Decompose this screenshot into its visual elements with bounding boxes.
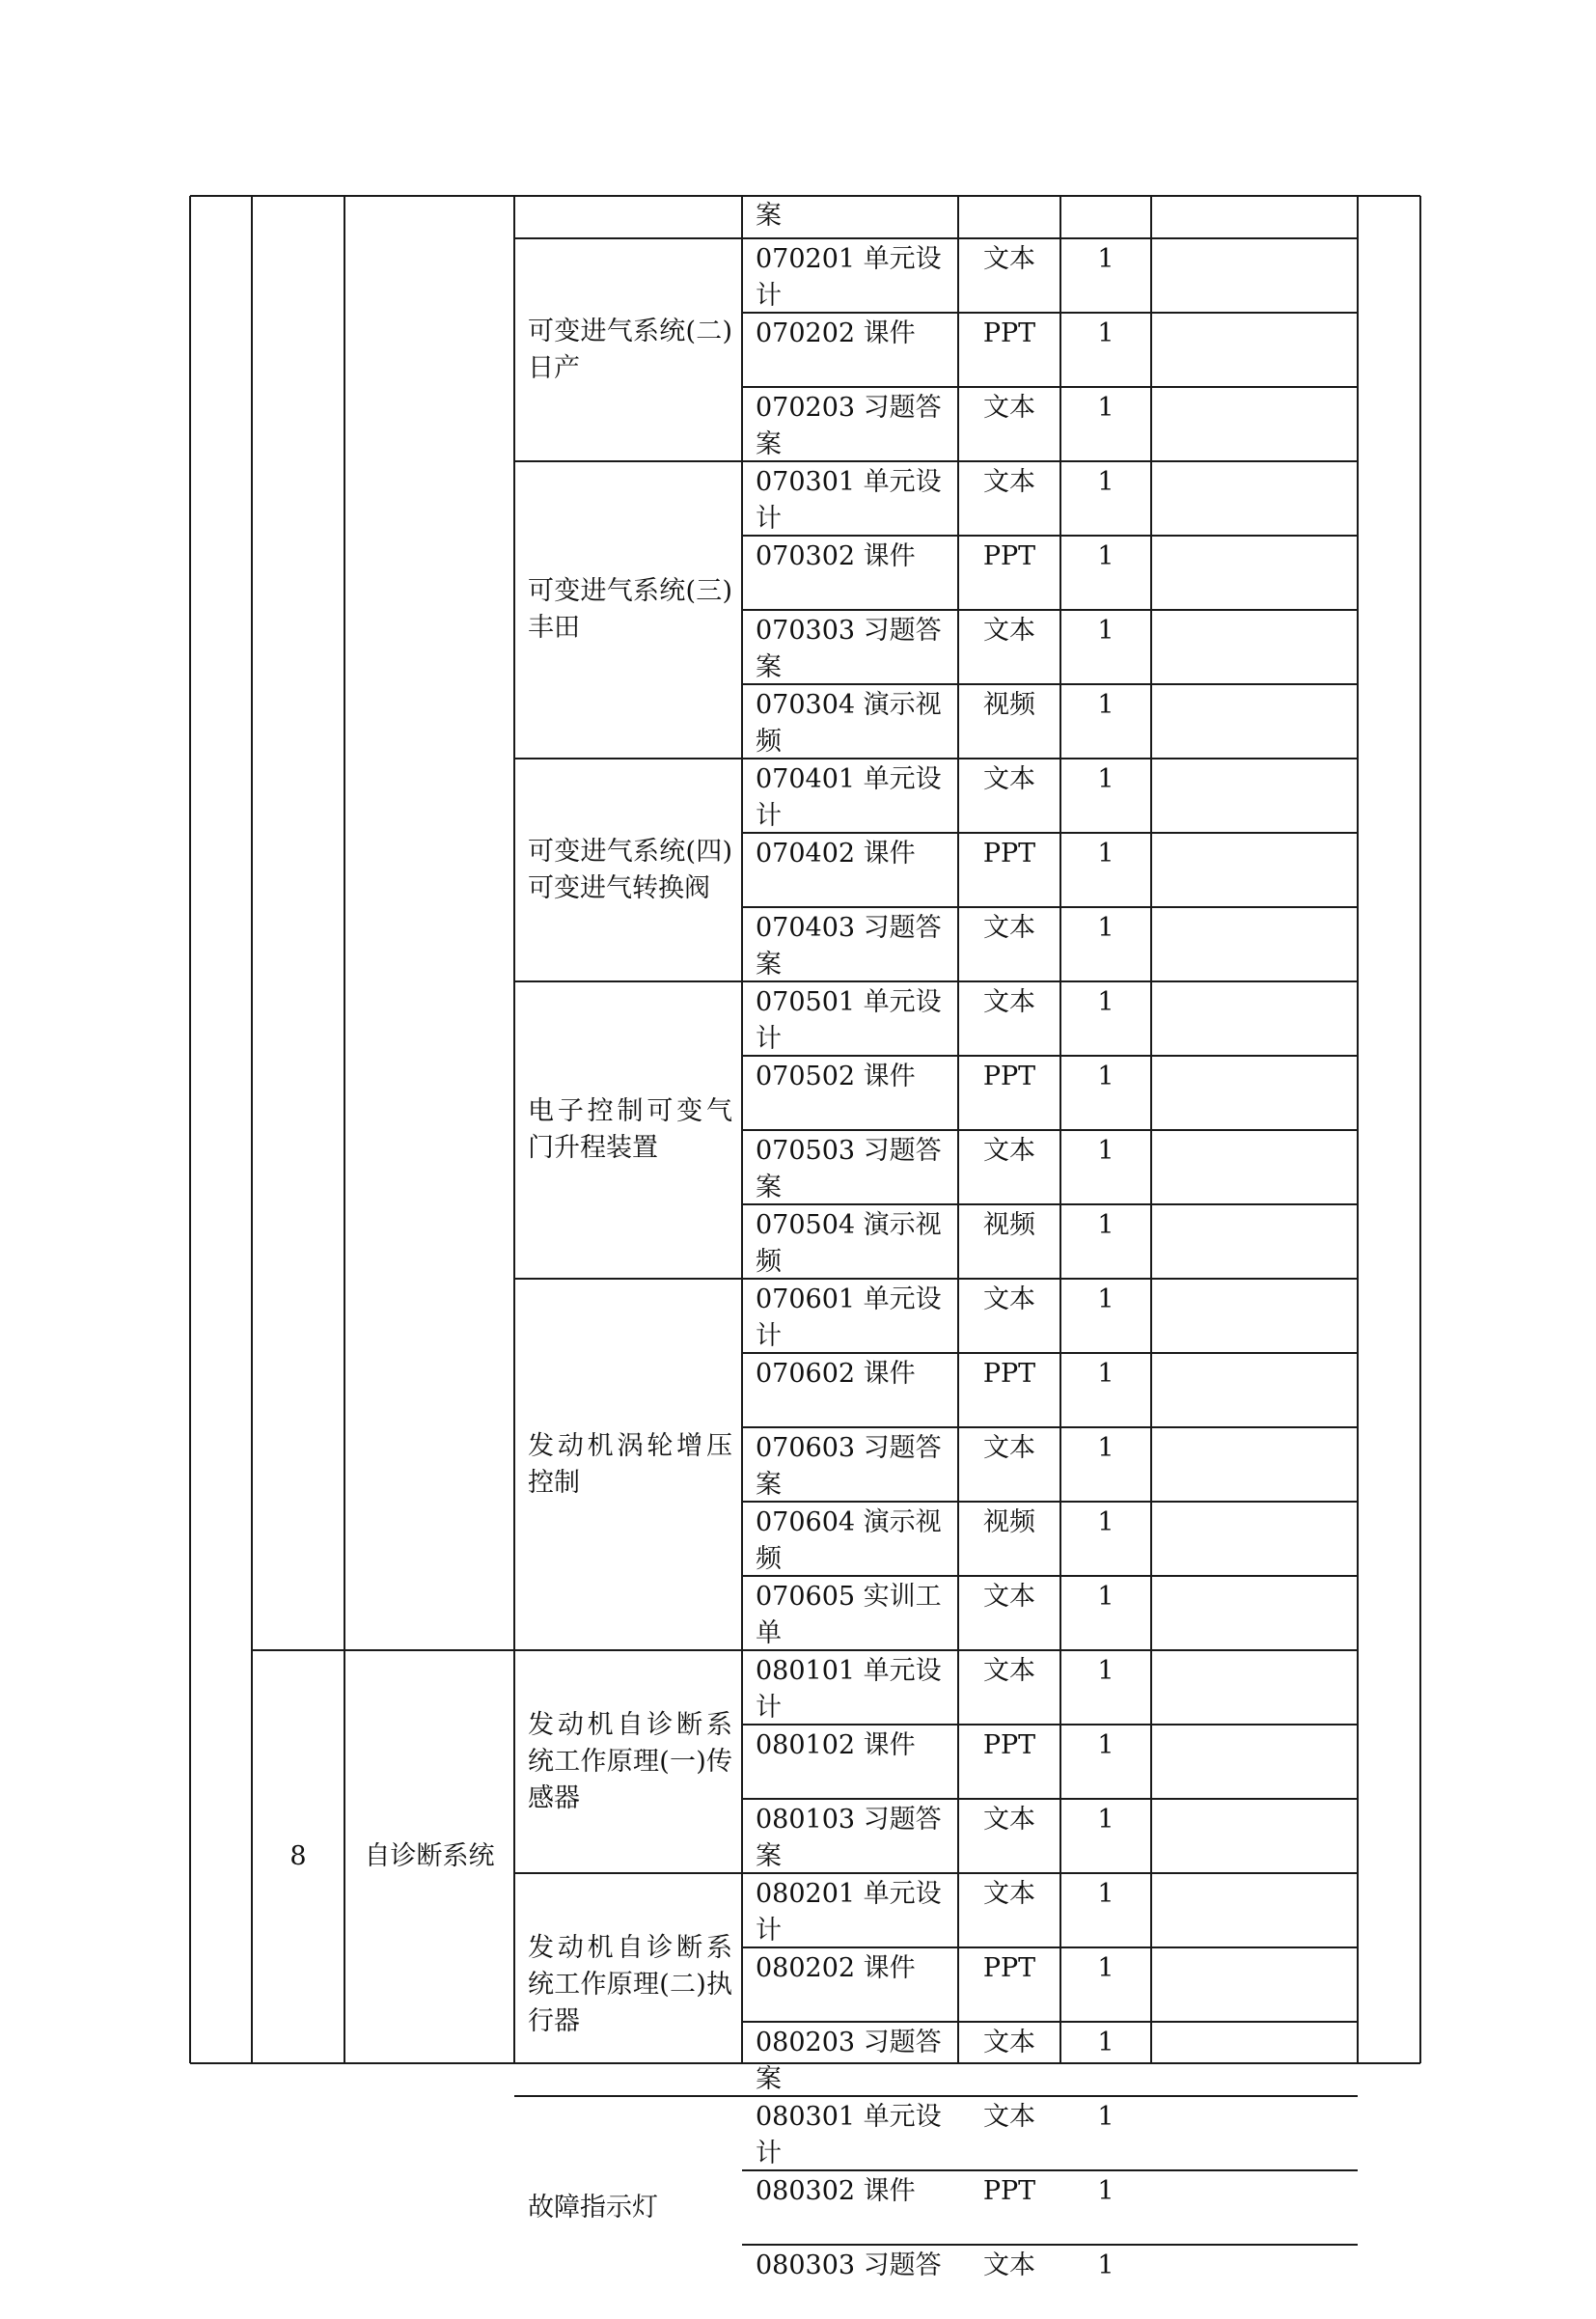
resource-code	[756, 836, 950, 904]
unit-name	[528, 759, 732, 981]
resource-code	[756, 2099, 950, 2167]
section-number-text: 8	[289, 1841, 307, 1871]
resource-type-text: PPT	[982, 2176, 1036, 2206]
resource-count	[1060, 1579, 1151, 1647]
resource-count-text: 1	[1097, 1210, 1114, 1240]
resource-type-text: PPT	[982, 541, 1036, 571]
unit-name-text: 发动机自诊断系统工作原理(二)执行器	[528, 1932, 732, 2036]
resource-count-text: 1	[1097, 2250, 1114, 2280]
resource-count-text: 1	[1097, 764, 1114, 794]
resource-count	[1060, 1207, 1151, 1276]
resource-count-text: 1	[1097, 1507, 1114, 1537]
resource-count	[1060, 613, 1151, 681]
resource-code	[756, 241, 950, 310]
unit-name	[528, 1650, 732, 1873]
resource-count	[1060, 1430, 1151, 1499]
resource-code	[756, 1282, 950, 1350]
resource-count-text: 1	[1097, 690, 1114, 720]
unit-name-text: 可变进气系统(二)日产	[528, 316, 732, 383]
resource-type	[958, 1653, 1060, 1722]
resource-count	[1060, 2099, 1151, 2167]
resource-count	[1060, 1133, 1151, 1201]
resource-code	[756, 1876, 950, 1945]
resource-type-text: 视频	[983, 1507, 1035, 1537]
resource-count	[1060, 2025, 1151, 2093]
resource-count	[1060, 836, 1151, 904]
resource-type-text: 文本	[983, 913, 1035, 943]
resource-code-text: 070602 课件	[756, 1359, 916, 1389]
resource-code	[756, 464, 950, 533]
resource-count	[1060, 1802, 1151, 1870]
resource-type-text: PPT	[982, 318, 1036, 348]
resource-type	[958, 910, 1060, 979]
resource-count-text: 1	[1097, 913, 1114, 943]
resource-type	[958, 761, 1060, 830]
resource-type-text: 文本	[983, 2102, 1035, 2132]
resource-code	[756, 1653, 950, 1722]
resource-type	[958, 1802, 1060, 1870]
resource-type	[958, 1430, 1060, 1499]
resource-count	[1060, 2173, 1151, 2242]
continued-cell-text: 案	[756, 201, 782, 231]
resource-code	[756, 1207, 950, 1276]
resource-count	[1060, 2248, 1151, 2316]
resource-type-text: 文本	[983, 616, 1035, 646]
resource-code	[756, 316, 950, 384]
resource-type	[958, 613, 1060, 681]
resource-count	[1060, 1356, 1151, 1424]
resource-code-text: 080201 单元设计	[756, 1879, 942, 1946]
resource-count-text: 1	[1097, 541, 1114, 571]
resource-type-text: PPT	[982, 1730, 1036, 1760]
resource-type	[958, 464, 1060, 533]
resource-type	[958, 687, 1060, 756]
resource-count-text: 1	[1097, 1433, 1114, 1463]
unit-name	[528, 238, 732, 461]
resource-code-text: 080303 习题答	[756, 2250, 942, 2280]
resource-type-text: 文本	[983, 2250, 1035, 2280]
resource-code-text: 070604 演示视频	[756, 1507, 942, 1574]
resource-type-text: 视频	[983, 690, 1035, 720]
resource-code-text: 070401 单元设计	[756, 764, 942, 831]
resource-code	[756, 1802, 950, 1870]
unit-name-text: 故障指示灯	[528, 2192, 658, 2222]
resource-code-text: 070603 习题答案	[756, 1433, 942, 1500]
section-number	[252, 1650, 344, 2063]
resource-code-text: 070504 演示视频	[756, 1210, 942, 1277]
resource-code-text: 070302 课件	[756, 541, 916, 571]
resource-type-text: PPT	[982, 1062, 1036, 1091]
resource-code-text: 070402 课件	[756, 839, 916, 869]
resource-code-text: 070501 单元设计	[756, 987, 942, 1054]
resource-code	[756, 2248, 950, 2316]
resource-count	[1060, 241, 1151, 310]
resource-code-text: 080102 课件	[756, 1730, 916, 1760]
resource-code-text: 070303 习题答案	[756, 616, 942, 682]
resource-code-text: 070202 课件	[756, 318, 916, 348]
resource-count-text: 1	[1097, 987, 1114, 1017]
continued-cell	[756, 198, 952, 236]
resource-type-text: 文本	[983, 1284, 1035, 1314]
resource-count-text: 1	[1097, 467, 1114, 497]
resource-code-text: 070601 单元设计	[756, 1284, 942, 1351]
resource-code	[756, 1727, 950, 1796]
resource-count	[1060, 687, 1151, 756]
resource-count	[1060, 1950, 1151, 2019]
resource-count	[1060, 1059, 1151, 1127]
resource-type-text: 文本	[983, 1805, 1035, 1835]
resource-count-text: 1	[1097, 2102, 1114, 2132]
resource-type-text: 文本	[983, 1582, 1035, 1612]
resource-count-text: 1	[1097, 393, 1114, 423]
resource-code	[756, 1059, 950, 1127]
resource-code	[756, 1950, 950, 2019]
resource-type-text: PPT	[982, 1359, 1036, 1389]
unit-name-text: 发动机涡轮增压控制	[528, 1430, 732, 1498]
unit-name-text: 可变进气系统(四)可变进气转换阀	[528, 836, 732, 903]
resource-code	[756, 687, 950, 756]
section-title-text: 自诊断系统	[364, 1841, 495, 1871]
unit-name-text: 可变进气系统(三)丰田	[528, 576, 732, 643]
resource-count	[1060, 538, 1151, 607]
resource-type	[958, 241, 1060, 310]
resource-type	[958, 2025, 1060, 2093]
resource-type	[958, 1950, 1060, 2019]
unit-name	[528, 461, 732, 759]
resource-count-text: 1	[1097, 2028, 1114, 2057]
resource-code	[756, 1505, 950, 1573]
resource-code	[756, 1356, 950, 1424]
resource-type	[958, 2248, 1060, 2316]
resource-code	[756, 613, 950, 681]
unit-name	[528, 2096, 732, 2319]
unit-name-text: 电子控制可变气门升程装置	[528, 1096, 732, 1163]
resource-count-text: 1	[1097, 1656, 1114, 1686]
resource-code-text: 080203 习题答案	[756, 2028, 942, 2094]
resource-code-text: 080302 课件	[756, 2176, 916, 2206]
resource-count-text: 1	[1097, 1284, 1114, 1314]
resource-type	[958, 316, 1060, 384]
resource-count-text: 1	[1097, 1136, 1114, 1166]
resource-code	[756, 984, 950, 1053]
resource-type	[958, 1876, 1060, 1945]
resource-type	[958, 1282, 1060, 1350]
resource-count	[1060, 390, 1151, 458]
resource-type	[958, 1207, 1060, 1276]
resource-type	[958, 1505, 1060, 1573]
resource-type-text: 文本	[983, 1136, 1035, 1166]
resource-type	[958, 1356, 1060, 1424]
resource-count	[1060, 1876, 1151, 1945]
section-title	[364, 1650, 495, 2063]
resource-count-text: 1	[1097, 1730, 1114, 1760]
resource-code-text: 080202 课件	[756, 1953, 916, 1983]
resource-code-text: 080103 习题答案	[756, 1805, 942, 1871]
unit-name	[528, 981, 732, 1279]
resource-code-text: 070403 习题答案	[756, 913, 942, 980]
resource-type-text: 文本	[983, 393, 1035, 423]
resource-type-text: 文本	[983, 244, 1035, 274]
resource-count-text: 1	[1097, 1879, 1114, 1909]
resource-code-text: 070201 单元设计	[756, 244, 942, 311]
unit-name	[528, 1279, 732, 1650]
resource-count	[1060, 1727, 1151, 1796]
unit-name-text: 发动机自诊断系统工作原理(一)传感器	[528, 1709, 732, 1813]
resource-count-text: 1	[1097, 244, 1114, 274]
resource-type-text: 文本	[983, 987, 1035, 1017]
resource-code-text: 070502 课件	[756, 1062, 916, 1091]
resource-count-text: 1	[1097, 839, 1114, 869]
unit-name	[528, 1873, 732, 2096]
resource-type-text: 文本	[983, 1879, 1035, 1909]
resource-code	[756, 910, 950, 979]
resource-code	[756, 538, 950, 607]
resource-code-text: 080301 单元设计	[756, 2102, 942, 2168]
resource-count	[1060, 464, 1151, 533]
resource-code-text: 070605 实训工单	[756, 1582, 942, 1648]
resource-count	[1060, 1653, 1151, 1722]
resource-count-text: 1	[1097, 616, 1114, 646]
resource-type-text: PPT	[982, 1953, 1036, 1983]
resource-count-text: 1	[1097, 1953, 1114, 1983]
resource-code-text: 080101 单元设计	[756, 1656, 942, 1723]
resource-code-text: 070203 习题答案	[756, 393, 942, 459]
resource-code	[756, 2173, 950, 2242]
resource-type	[958, 1059, 1060, 1127]
resource-count-text: 1	[1097, 1062, 1114, 1091]
resource-code	[756, 390, 950, 458]
resource-type-text: 文本	[983, 1433, 1035, 1463]
resource-type-text: 文本	[983, 2028, 1035, 2057]
resource-code-text: 070503 习题答案	[756, 1136, 942, 1202]
resource-count-text: 1	[1097, 2176, 1114, 2206]
resource-count-text: 1	[1097, 1359, 1114, 1389]
resource-code-text: 070304 演示视频	[756, 690, 942, 757]
resource-type	[958, 1133, 1060, 1201]
resource-type-text: PPT	[982, 839, 1036, 869]
resource-count	[1060, 910, 1151, 979]
resource-type-text: 文本	[983, 1656, 1035, 1686]
resource-type	[958, 538, 1060, 607]
resource-type-text: 文本	[983, 764, 1035, 794]
resource-type	[958, 390, 1060, 458]
resource-count	[1060, 1282, 1151, 1350]
resource-count	[1060, 761, 1151, 830]
resource-code	[756, 1133, 950, 1201]
resource-count-text: 1	[1097, 1582, 1114, 1612]
resource-type	[958, 1579, 1060, 1647]
resource-count-text: 1	[1097, 318, 1114, 348]
resource-count	[1060, 316, 1151, 384]
resource-type	[958, 984, 1060, 1053]
resource-code	[756, 1430, 950, 1499]
resource-type	[958, 2099, 1060, 2167]
resource-count	[1060, 984, 1151, 1053]
resource-type	[958, 836, 1060, 904]
resource-type	[958, 1727, 1060, 1796]
resource-type-text: 视频	[983, 1210, 1035, 1240]
resource-code	[756, 2025, 950, 2093]
resource-code	[756, 1579, 950, 1647]
resource-code	[756, 761, 950, 830]
resource-code-text: 070301 单元设计	[756, 467, 942, 534]
resource-count	[1060, 1505, 1151, 1573]
resource-count-text: 1	[1097, 1805, 1114, 1835]
resource-type	[958, 2173, 1060, 2242]
resource-type-text: 文本	[983, 467, 1035, 497]
